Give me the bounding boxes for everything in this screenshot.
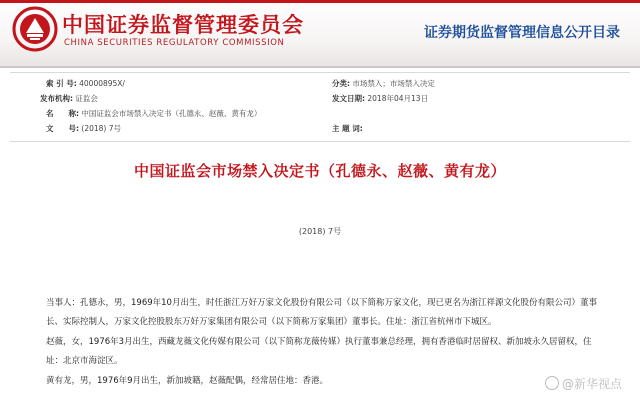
meta-category — [332, 78, 435, 89]
meta-name-label: 名 称: — [46, 109, 79, 118]
document-metadata-panel — [10, 72, 630, 142]
meta-category-label: 分类: — [332, 79, 350, 88]
body-paragraph-party-zhao: 赵薇，女，1976年3月出生，西藏龙薇文化传媒有限公司（以下简称龙薇传媒）执行董事兼总经理，拥有香港临时居留权、新加坡永久居留权，住址：北京市海淀区。 — [46, 337, 592, 366]
meta-category-value: 市场禁入；市场禁入决定 — [352, 79, 435, 88]
header-top-band — [0, 0, 640, 3]
site-header — [0, 0, 640, 68]
weibo-icon — [545, 376, 559, 390]
meta-name — [46, 108, 261, 119]
watermark — [545, 375, 622, 392]
meta-keywords-label: 主 题 词: — [332, 124, 363, 133]
meta-date — [332, 93, 428, 104]
csrc-logo-icon[interactable] — [12, 6, 58, 52]
meta-index — [46, 78, 125, 89]
meta-issuer-value: 证监会 — [75, 94, 98, 103]
body-paragraph-party-huang: 黄有龙，男，1976年9月出生，新加坡籍，赵薇配偶，经常居住地：香港。 — [46, 376, 329, 386]
org-name-en: CHINA SECURITIES REGULATORY COMMISSION — [64, 38, 285, 48]
meta-index-label: 索 引 号: — [46, 79, 77, 88]
watermark-text: @新华视点 — [561, 377, 622, 391]
document-body — [46, 294, 606, 392]
meta-number — [46, 123, 121, 134]
document-title: 中国证监会市场禁入决定书（孔德永、赵薇、黄有龙） — [133, 162, 506, 180]
meta-issuer — [40, 93, 98, 104]
header-divider — [0, 66, 640, 68]
meta-date-label: 发文日期: — [332, 94, 365, 103]
meta-date-value: 2018年04月13日 — [367, 94, 429, 103]
meta-keywords — [332, 123, 363, 134]
meta-number-value: (2018) 7号 — [81, 124, 121, 133]
meta-issuer-label: 发布机构: — [40, 94, 73, 103]
meta-index-value: 40000895X/ — [79, 79, 125, 88]
section-title[interactable]: 证券期货监督管理信息公开目录 — [424, 25, 620, 41]
meta-number-label: 文 号: — [46, 124, 79, 133]
org-name-cn[interactable]: 中国证券监督管理委员会 — [62, 13, 304, 37]
document-number: (2018) 7号 — [298, 227, 342, 236]
meta-name-value: 中国证监会市场禁入决定书（孔德永、赵薇、黄有龙） — [81, 109, 262, 118]
body-paragraph-party-kong: 当事人：孔德永，男，1969年10月出生，时任浙江万好万家文化股份有限公司（以下简称万家文化，现已更名为浙江祥源文化股份有限公司）董事长、实际控制人，万家文化控股股东万好万家集团有限公司（以下简称万家集团）董事长。住址：浙江省杭州市下城区。 — [46, 298, 597, 327]
